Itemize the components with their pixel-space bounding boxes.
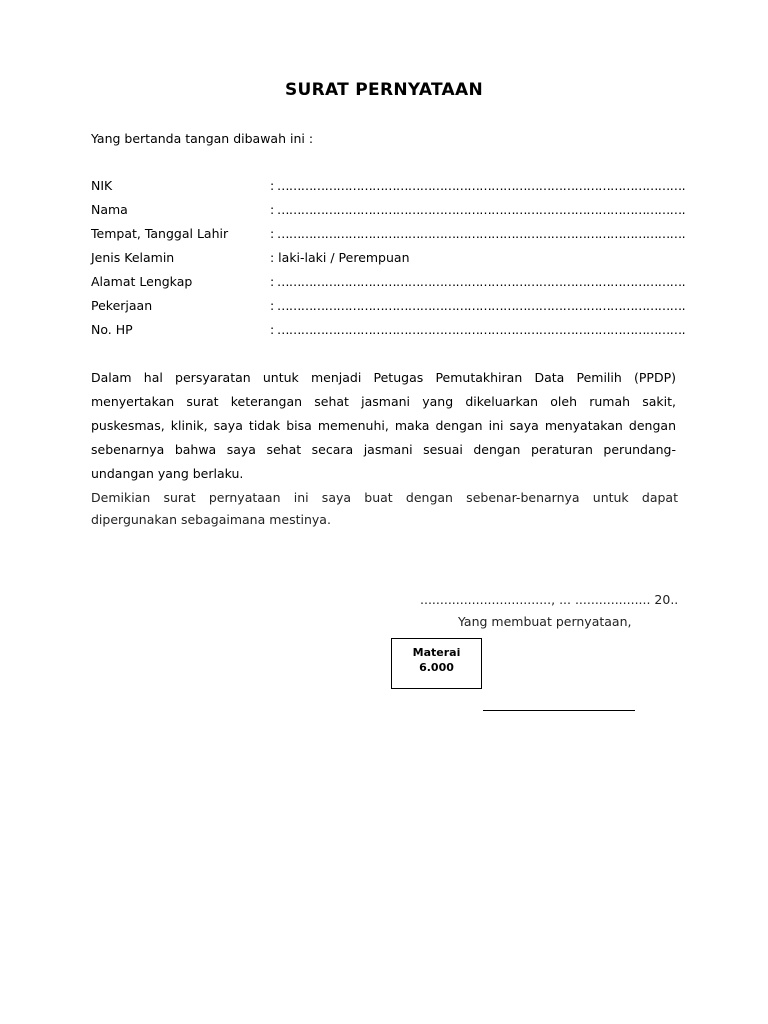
field-value: : …………………………………………………………………………………………. (270, 202, 685, 217)
field-row-pekerjaan (91, 298, 685, 322)
statement-paragraph: Dalam hal persyaratan untuk menjadi Petugas Pemutakhiran Data Pemilih (PPDP) menyertakan surat keterangan sehat jasmani yang dikeluarkan oleh rumah sakit, puskesmas, klinik, saya tidak bisa memenuhi, maka dengan ini saya menyatakan dengan sebenarnya bahwa saya sehat secara jasmani sesuai dengan peraturan perundang-undangan yang berlaku. (91, 370, 676, 481)
signer-label: Yang membuat pernyataan, (458, 614, 632, 629)
field-row-nik (91, 178, 685, 202)
field-label: No. HP (91, 322, 133, 337)
field-label: Pekerjaan (91, 298, 153, 313)
signature-line (483, 710, 635, 711)
date-place-line: ................................., ... ................... 20.. (420, 592, 679, 607)
field-row-nama (91, 202, 685, 226)
field-label: Alamat Lengkap (91, 274, 193, 289)
document-title: SURAT PERNYATAAN (284, 80, 484, 100)
intro-text: Yang bertanda tangan dibawah ini : (91, 131, 314, 146)
field-value: : …………………………………………………………………………………………. (270, 178, 685, 193)
closing-paragraph: Demikian surat pernyataan ini saya buat dengan sebenar-benarnya untuk dapat dipergunakan sebagaimana mestinya. (91, 490, 678, 527)
field-label: Jenis Kelamin (91, 250, 175, 265)
materai-stamp-box (391, 638, 482, 689)
materai-value: 6.000 (419, 661, 454, 674)
field-label: NIK (91, 178, 113, 193)
field-value: : …………………………………………………………………………………………. (270, 298, 685, 313)
field-row-no-hp (91, 322, 685, 346)
field-value: : laki-laki / Perempuan (270, 250, 410, 265)
materai-label: Materai (412, 646, 461, 659)
field-value: : …………………………………………………………………………………………. (270, 322, 685, 337)
field-label: Tempat, Tanggal Lahir (91, 226, 229, 241)
field-row-jenis-kelamin (91, 250, 651, 274)
field-label: Nama (91, 202, 128, 217)
field-value: : …………………………………………………………………………………………. (270, 226, 685, 241)
identity-fields (91, 178, 685, 346)
field-row-tempat-tanggal-lahir (91, 226, 685, 250)
field-value: : …………………………………………………………………………………………. (270, 274, 685, 289)
field-row-alamat-lengkap (91, 274, 685, 298)
